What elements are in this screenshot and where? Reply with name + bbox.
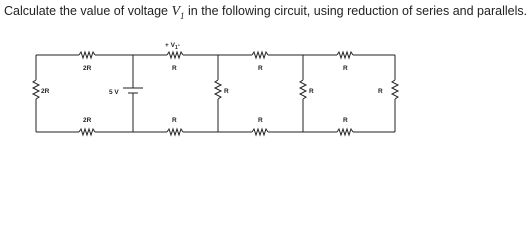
second-vertical-resistor-label: R bbox=[309, 88, 314, 95]
left-resistor-label: 2R bbox=[41, 88, 50, 95]
bottom-left-resistor-label: 2R bbox=[83, 117, 92, 124]
battery bbox=[109, 55, 143, 132]
right-resistor bbox=[378, 55, 398, 132]
right-resistor-label: R bbox=[378, 88, 383, 95]
battery-label: 5 V bbox=[109, 89, 119, 96]
bottom-third-resistor bbox=[252, 117, 268, 135]
mid-vertical-resistor-label: R bbox=[224, 88, 229, 95]
bottom-left-resistor bbox=[79, 117, 95, 135]
top-mid-resistor bbox=[167, 52, 183, 72]
top-third-resistor-label: R bbox=[258, 65, 263, 72]
top-fourth-resistor-label: R bbox=[343, 65, 348, 72]
left-resistor bbox=[33, 55, 50, 132]
v1-label bbox=[165, 42, 180, 51]
top-mid-resistor-label: R bbox=[172, 65, 177, 72]
top-left-resistor bbox=[79, 52, 95, 72]
svg-text:+ V1-: + $V_1-$ bbox=[165, 42, 180, 51]
top-third-resistor bbox=[252, 52, 268, 72]
mid-vertical-resistor bbox=[215, 55, 229, 132]
bottom-third-resistor-label: R bbox=[258, 117, 263, 124]
top-fourth-resistor bbox=[337, 52, 353, 72]
voltage-variable: $V_1$ bbox=[171, 4, 185, 21]
question-prefix: Calculate the value of voltage bbox=[4, 4, 172, 18]
bottom-mid-resistor bbox=[167, 117, 183, 135]
top-left-resistor-label: 2R bbox=[83, 65, 92, 72]
question-suffix: in the following circuit, using reduction of series and parallels. bbox=[184, 4, 528, 18]
bottom-fourth-resistor bbox=[337, 117, 353, 135]
second-vertical-resistor bbox=[300, 55, 314, 132]
bottom-fourth-resistor-label: R bbox=[343, 117, 348, 124]
bottom-mid-resistor-label: R bbox=[172, 117, 177, 124]
